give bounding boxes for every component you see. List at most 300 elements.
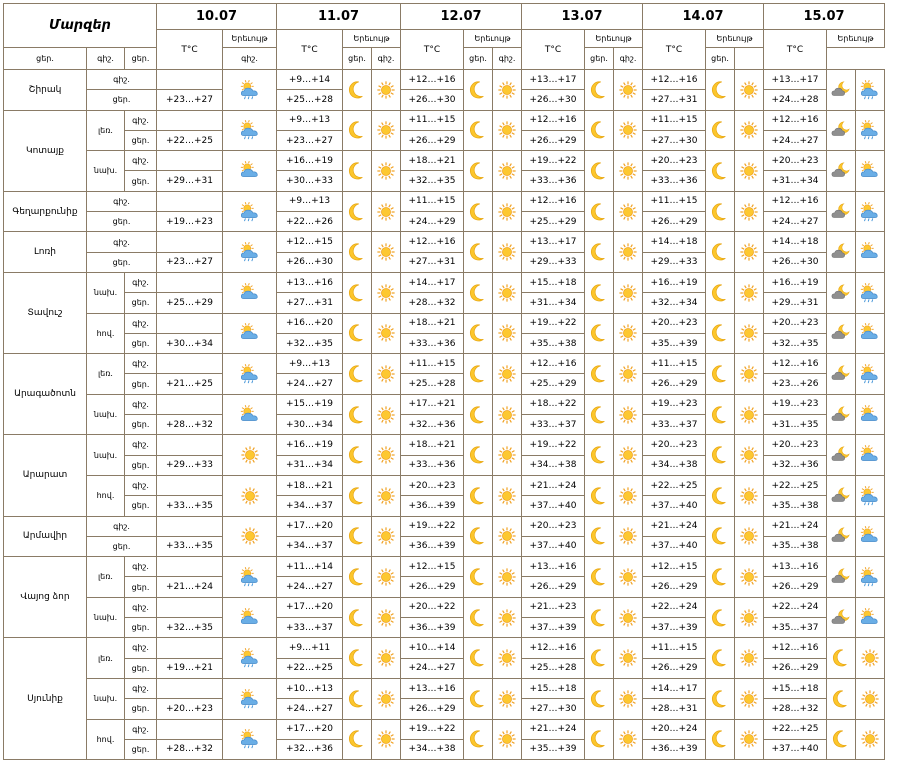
day-temp: +31…+35 [764,415,827,435]
night-subheader: գիշ. [493,48,522,70]
region-name: Կոտայք [4,110,87,191]
sun-cloud-rain-icon [859,119,881,141]
moon-icon [711,283,729,303]
night-icon [343,151,372,192]
moon-icon [469,648,487,668]
night-temp: +18…+21 [401,313,464,333]
night-temp: +11…+15 [401,110,464,130]
night-temp: +20…+23 [764,313,827,333]
day-temp: +21…+25 [157,374,223,394]
sun-icon [739,202,759,222]
cloud-moon-icon [830,120,852,140]
day-icon [614,557,643,598]
night-icon [343,557,372,598]
night-icon [706,151,735,192]
day-icon [372,435,401,476]
night-icon [827,435,856,476]
night-label: գիշ. [125,394,157,414]
day-subheader: ցեր. [343,48,372,70]
day-temp: +36…+39 [643,739,706,759]
zone-label: լեռ. [87,354,125,395]
day-temp: +26…+29 [401,577,464,597]
day-icon [735,516,764,557]
night-temp: +11…+15 [401,354,464,374]
sun-cloud-rain-icon [239,728,261,750]
night-temp: +14…+17 [401,272,464,292]
night-temp: +15…+18 [764,678,827,698]
day-icon [856,232,885,273]
sun-icon [497,648,517,668]
sun-cloud-rain-icon [239,647,261,669]
day-icon [614,678,643,719]
day-temp: +30…+33 [277,171,343,191]
day-temp: +31…+34 [277,455,343,475]
region-name: Արարատ [4,435,87,516]
night-temp [157,110,223,130]
night-icon [343,475,372,516]
phenomenon-header: Երեւույթ [223,30,277,48]
weather-icon [223,394,277,435]
night-icon [706,475,735,516]
night-temp: +12…+15 [401,557,464,577]
cloud-moon-icon [830,567,852,587]
cloud-moon-icon [830,445,852,465]
moon-icon [348,161,366,181]
night-temp [157,475,223,495]
day-label: ցեր. [87,90,157,110]
night-icon [464,516,493,557]
day-temp: +29…+33 [643,252,706,272]
moon-icon [590,283,608,303]
night-icon [827,70,856,111]
day-icon [614,70,643,111]
night-icon [827,597,856,638]
night-temp: +19…+22 [522,313,585,333]
moon-icon [348,608,366,628]
night-temp: +22…+24 [643,597,706,617]
day-temp: +34…+37 [277,536,343,556]
day-temp: +21…+24 [157,577,223,597]
date-header: 13.07 [522,4,643,30]
day-temp: +28…+32 [157,739,223,759]
moon-icon [469,608,487,628]
day-temp: +35…+37 [764,618,827,638]
day-icon [856,678,885,719]
sun-icon [618,120,638,140]
day-label: ցեր. [87,536,157,556]
night-temp [157,232,223,252]
sun-icon [618,405,638,425]
night-icon [706,313,735,354]
sun-icon [376,242,396,262]
day-temp: +35…+39 [643,333,706,353]
night-temp: +21…+24 [522,719,585,739]
day-label: ցեր. [125,455,157,475]
night-temp: +13…+16 [522,557,585,577]
sun-icon [739,323,759,343]
day-temp: +19…+21 [157,658,223,678]
day-icon [614,110,643,151]
day-temp: +26…+29 [522,577,585,597]
day-temp: +32…+35 [157,618,223,638]
night-temp [157,191,223,211]
day-icon [856,435,885,476]
weather-icon [223,516,277,557]
sun-icon [497,445,517,465]
sun-icon [497,161,517,181]
night-temp [157,354,223,374]
day-temp: +24…+27 [401,658,464,678]
sun-icon [739,567,759,587]
moon-icon [348,445,366,465]
day-icon [856,272,885,313]
moon-icon [348,648,366,668]
temp-header: T°C [764,30,827,70]
night-temp: +21…+24 [764,516,827,536]
moon-icon [469,242,487,262]
day-icon [372,678,401,719]
forecast-body [4,70,885,760]
sun-icon [860,648,880,668]
sun-icon [860,729,880,749]
moon-icon [711,323,729,343]
sun-icon [497,729,517,749]
night-icon [827,516,856,557]
day-temp: +27…+31 [277,293,343,313]
sun-cloud-rain-icon [859,282,881,304]
night-icon [464,638,493,679]
night-icon [827,313,856,354]
sun-icon [376,405,396,425]
weather-icon [223,70,277,111]
night-label: գիշ. [125,354,157,374]
day-label: ցեր. [125,130,157,150]
day-icon [372,475,401,516]
day-temp: +24…+29 [401,212,464,232]
zone-label: նախ. [87,272,125,313]
day-temp: +37…+40 [522,536,585,556]
night-temp [157,597,223,617]
night-temp: +20…+23 [401,475,464,495]
moon-icon [590,242,608,262]
sun-icon [497,486,517,506]
zone-label: լեռ. [87,638,125,679]
moon-icon [469,567,487,587]
day-icon [614,272,643,313]
night-icon [585,435,614,476]
day-temp: +25…+28 [401,374,464,394]
night-temp: +12…+16 [401,232,464,252]
night-temp: +19…+23 [764,394,827,414]
night-icon [343,272,372,313]
day-temp: +30…+34 [277,415,343,435]
day-icon [493,70,522,111]
night-temp: +16…+19 [277,151,343,171]
night-temp: +9…+11 [277,638,343,658]
day-temp: +33…+35 [157,496,223,516]
night-temp [157,272,223,292]
night-icon [706,272,735,313]
night-temp: +12…+16 [522,191,585,211]
day-icon [735,557,764,598]
day-temp: +37…+39 [522,618,585,638]
sun-cloud-icon [859,404,881,426]
sun-cloud-icon [859,322,881,344]
sun-icon [497,405,517,425]
night-temp: +10…+14 [401,638,464,658]
night-temp [157,557,223,577]
night-temp: +19…+22 [401,516,464,536]
night-icon [827,232,856,273]
cloud-moon-icon [830,323,852,343]
day-icon [493,272,522,313]
weather-icon [223,272,277,313]
day-icon [372,597,401,638]
day-icon [372,191,401,232]
night-icon [585,354,614,395]
sun-icon [618,364,638,384]
cloud-moon-icon [830,486,852,506]
day-temp: +26…+29 [643,212,706,232]
night-icon [585,232,614,273]
night-label: գիշ. [87,70,157,90]
moon-icon [348,405,366,425]
forecast-table [3,3,885,760]
night-icon [585,272,614,313]
night-label: գիշ. [125,597,157,617]
day-temp: +32…+34 [643,293,706,313]
night-icon [706,557,735,598]
sun-icon [376,120,396,140]
sun-icon [860,689,880,709]
night-temp: +15…+18 [522,272,585,292]
night-label: գիշ. [125,557,157,577]
moon-icon [469,729,487,749]
day-temp: +33…+37 [643,415,706,435]
day-icon [735,475,764,516]
sun-icon [376,364,396,384]
night-temp: +13…+17 [522,70,585,90]
day-icon [372,110,401,151]
moon-icon [711,689,729,709]
night-label: գիշ. [87,232,157,252]
night-icon [706,516,735,557]
day-temp: +25…+28 [277,90,343,110]
day-temp: +32…+36 [401,415,464,435]
night-temp: +13…+17 [764,70,827,90]
day-icon [735,678,764,719]
zone-label: հով. [87,313,125,354]
zone-label: հով. [87,475,125,516]
sun-cloud-icon [859,160,881,182]
sun-cloud-rain-icon [859,79,881,101]
day-label: ցեր. [125,293,157,313]
day-temp: +24…+28 [764,90,827,110]
night-label: գիշ. [125,638,157,658]
moon-icon [832,648,850,668]
day-temp: +37…+40 [643,496,706,516]
night-subheader: գիշ. [372,48,401,70]
region-name: Գեղարքունիք [4,191,87,232]
sun-icon [618,242,638,262]
night-temp: +20…+23 [643,151,706,171]
night-temp: +14…+18 [643,232,706,252]
moon-icon [590,486,608,506]
night-icon [827,638,856,679]
day-icon [372,272,401,313]
day-temp: +23…+27 [277,130,343,150]
sun-icon [739,526,759,546]
day-temp: +33…+37 [277,618,343,638]
sun-cloud-rain-icon [239,363,261,385]
day-icon [493,191,522,232]
moon-icon [469,323,487,343]
day-label: ցեր. [125,415,157,435]
night-label: գիշ. [125,313,157,333]
phenomenon-header: Երեւույթ [464,30,522,48]
night-icon [706,394,735,435]
night-icon [706,354,735,395]
day-icon [614,475,643,516]
sun-cloud-rain-icon [859,485,881,507]
moon-icon [348,567,366,587]
night-icon [585,638,614,679]
day-temp: +33…+35 [157,536,223,556]
day-temp: +24…+27 [277,374,343,394]
day-icon [856,638,885,679]
region-name: Սյունիք [4,638,87,760]
day-temp: +26…+30 [401,90,464,110]
sun-icon [739,729,759,749]
moon-icon [832,689,850,709]
night-icon [827,151,856,192]
sun-cloud-icon [239,160,261,182]
moon-icon [348,283,366,303]
day-temp: +24…+27 [277,577,343,597]
moon-icon [348,242,366,262]
night-icon [343,232,372,273]
night-temp: +10…+13 [277,678,343,698]
day-icon [614,232,643,273]
night-icon [464,272,493,313]
day-temp: +27…+30 [643,130,706,150]
sun-icon [497,526,517,546]
day-icon [493,151,522,192]
day-icon [372,394,401,435]
night-label: գիշ. [125,151,157,171]
moon-icon [469,283,487,303]
moon-icon [590,608,608,628]
night-icon [464,597,493,638]
night-temp: +9…+13 [277,354,343,374]
day-icon [735,394,764,435]
day-temp: +33…+36 [401,333,464,353]
moon-icon [469,689,487,709]
sun-icon [376,486,396,506]
sun-cloud-icon [239,282,261,304]
region-name: Լոռի [4,232,87,273]
day-temp: +26…+29 [764,577,827,597]
day-temp: +37…+40 [643,536,706,556]
night-icon [585,557,614,598]
day-temp: +28…+32 [764,699,827,719]
day-icon [372,232,401,273]
day-temp: +20…+23 [157,699,223,719]
cloud-moon-icon [830,242,852,262]
day-subheader: ցեր. [125,48,157,70]
night-temp: +16…+19 [643,272,706,292]
day-temp: +23…+27 [157,252,223,272]
night-temp: +12…+16 [643,70,706,90]
cloud-moon-icon [830,608,852,628]
moon-icon [590,405,608,425]
day-temp: +25…+29 [522,212,585,232]
sun-icon [739,364,759,384]
moon-icon [590,323,608,343]
night-icon [343,516,372,557]
night-temp: +17…+21 [401,394,464,414]
regions-header: Մարզեր [4,4,157,48]
moon-icon [711,526,729,546]
day-temp: +32…+35 [764,333,827,353]
moon-icon [590,80,608,100]
day-temp: +37…+39 [643,618,706,638]
day-icon [493,354,522,395]
sun-icon [376,323,396,343]
sun-icon [376,567,396,587]
weather-icon [223,597,277,638]
day-temp: +26…+30 [764,252,827,272]
day-temp: +31…+34 [764,171,827,191]
sun-icon [739,283,759,303]
night-icon [585,151,614,192]
day-temp: +32…+35 [277,333,343,353]
day-temp: +29…+31 [157,171,223,191]
sun-icon [618,567,638,587]
region-name: Արմավիր [4,516,87,557]
region-name: Արագածոտն [4,354,87,435]
day-label: ցեր. [125,496,157,516]
night-icon [343,638,372,679]
night-temp: +11…+15 [401,191,464,211]
night-temp [157,638,223,658]
night-temp: +16…+20 [277,313,343,333]
night-temp: +12…+16 [401,70,464,90]
day-icon [372,557,401,598]
night-temp: +20…+22 [401,597,464,617]
weather-icon [223,678,277,719]
night-temp: +11…+14 [277,557,343,577]
night-temp: +12…+15 [643,557,706,577]
sun-icon [497,202,517,222]
sun-icon [739,242,759,262]
moon-icon [590,567,608,587]
night-temp: +18…+22 [522,394,585,414]
day-icon [856,191,885,232]
moon-icon [711,161,729,181]
day-temp: +37…+40 [764,739,827,759]
sun-icon [376,526,396,546]
night-icon [464,151,493,192]
night-icon [464,475,493,516]
moon-icon [590,648,608,668]
day-icon [735,638,764,679]
moon-icon [469,80,487,100]
day-temp: +30…+34 [157,333,223,353]
day-label: ցեր. [125,171,157,191]
moon-icon [711,242,729,262]
day-icon [856,394,885,435]
